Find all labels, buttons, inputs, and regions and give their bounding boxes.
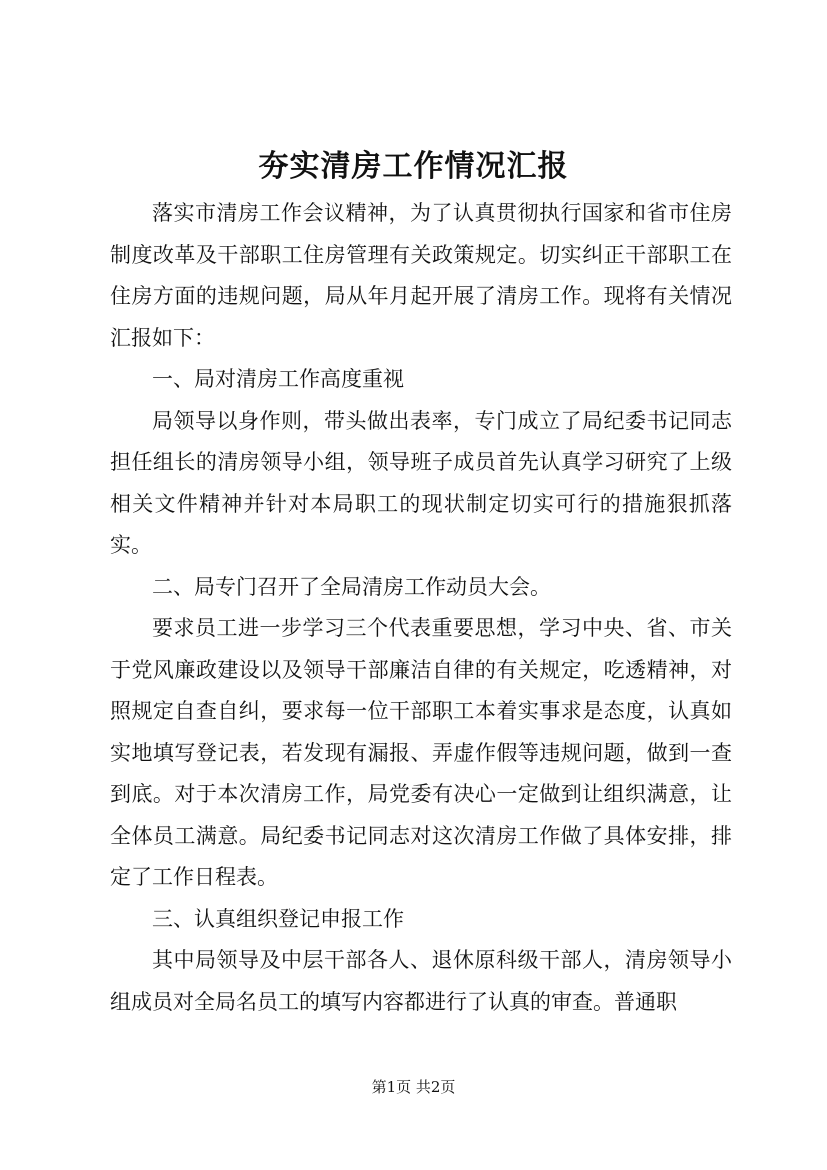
section-heading-1: 一、局对清房工作高度重视 [152,367,404,391]
document-body [110,193,732,1023]
page-number-footer: 第1页 共2页 [371,1078,456,1096]
document-title: 夯实清房工作情况汇报 [258,149,569,184]
paragraph-intro: 落实市清房工作会议精神，为了认真贯彻执行国家和省市住房制度改革及干部职工住房管理有关政策规定。切实纠正干部职工在住房方面的违规问题，局从年月起开展了清房工作。现将有关情况汇报如下： [110,201,732,350]
paragraph-section-1: 局领导以身作则，带头做出表率，专门成立了局纪委书记同志担任组长的清房领导小组，领导班子成员首先认真学习研究了上级相关文件精神并针对本局职工的现状制定切实可行的措施狠抓落实。 [110,408,732,557]
section-heading-2: 二、局专门召开了全局清房工作动员大会。 [152,574,551,599]
section-heading-3: 三、认真组织登记申报工作 [152,906,404,931]
paragraph-section-2: 要求员工进一步学习三个代表重要思想，学习中央、省、市关于党风廉政建设以及领导干部廉洁自律的有关规定，吃透精神，对照规定自查自纠，要求每一位干部职工本着实事求是态度，认真如实地填写登记表，若发现有漏报、弄虚作假等违规问题，做到一查到底。对于本次清房工作，局党委有决心一定做到让组织满意，让全体员工满意。局纪委书记同志对这次清房工作做了具体安排，排定了工作日程表。 [110,616,732,889]
paragraph-section-3: 其中局领导及中层干部各人、退休原科级干部人，清房领导小组成员对全局名员工的填写内容都进行了认真的审查。普通职 [110,948,732,1014]
